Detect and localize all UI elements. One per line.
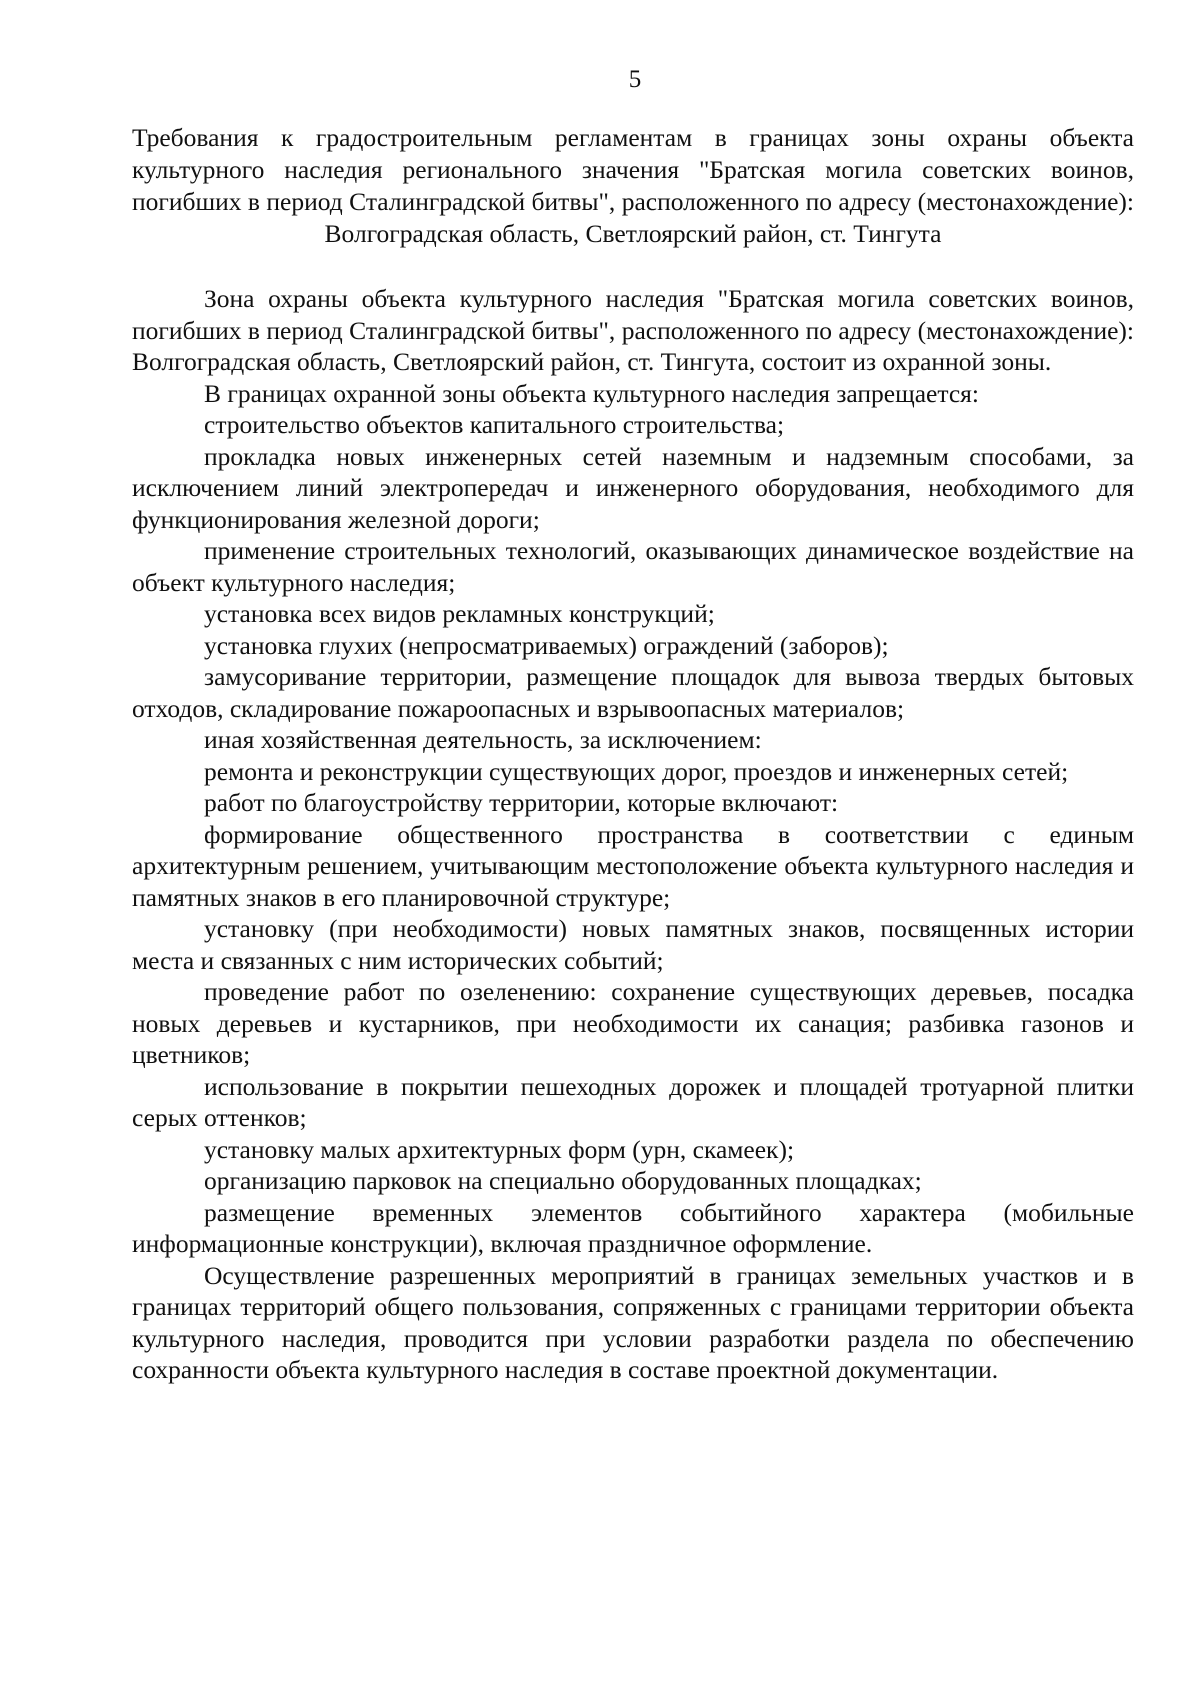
- paragraph: организацию парковок на специально оборудованных площадках;: [204, 1166, 922, 1195]
- paragraph: иная хозяйственная деятельность, за исключением:: [204, 725, 762, 754]
- paragraph: Зона охраны объекта культурного наследия "Братская могила советских воинов, погибших в период Сталинградской битвы", расположенного по адресу (местонахождение): Волгоградская область, Светлоярский район, ст. Тингута, состоит из охранной зоны.: [132, 284, 1134, 376]
- paragraph: установка всех видов рекламных конструкций;: [204, 599, 715, 628]
- paragraph: размещение временных элементов событийного характера (мобильные информационные конструкции), включая праздничное оформление.: [132, 1197, 1134, 1258]
- paragraph: замусоривание территории, размещение площадок для вывоза твердых бытовых отходов, складирование пожароопасных и взрывоопасных материалов;: [132, 662, 1134, 723]
- paragraph: формирование общественного пространства в соответствии с единым архитектурным решением, учитывающим местоположение объекта культурного наследия и памятных знаков в его планировочной структуре;: [132, 819, 1134, 912]
- paragraph: установку (при необходимости) новых памятных знаков, посвященных истории места и связанных с ним исторических событий;: [132, 914, 1134, 975]
- paragraph: установка глухих (непросматриваемых) ограждений (заборов);: [204, 630, 889, 660]
- paragraph: строительство объектов капитального строительства;: [204, 410, 785, 439]
- paragraph: В границах охранной зоны объекта культурного наследия запрещается:: [204, 378, 979, 408]
- paragraph: ремонта и реконструкции существующих дорог, проездов и инженерных сетей;: [204, 756, 1069, 786]
- paragraph: Осуществление разрешенных мероприятий в границах земельных участков и в границах территорий общего пользования, сопряженных с границами территории объекта культурного наследия, проводится при условии разработки раздела по обеспечению сохранности объекта культурного наследия в составе проектной документации.: [132, 1260, 1134, 1384]
- paragraph: прокладка новых инженерных сетей наземным и надземным способами, за исключением линий электропередач и инженерного оборудования, необходимого для функционирования железной дороги;: [132, 441, 1134, 534]
- document-title: Требования к градостроительным регламентам в границах зоны охраны объекта культурного наследия регионального значения "Братская могила советских воинов, погибших в период Сталинградской битвы", расположенного по адресу (местонахождение): Волгоградская область, Светлоярский район, ст. Тингута: [132, 123, 1134, 248]
- paragraph: установку малых архитектурных форм (урн, скамеек);: [204, 1134, 795, 1164]
- paragraph: работ по благоустройству территории, которые включают:: [204, 788, 839, 817]
- paragraph: применение строительных технологий, оказывающих динамическое воздействие на объект культурного наследия;: [132, 536, 1134, 597]
- paragraph: проведение работ по озеленению: сохранение существующих деревьев, посадка новых деревьев и кустарников, при необходимости их санация; разбивка газонов и цветников;: [132, 977, 1134, 1069]
- document-body: [132, 283, 1134, 1386]
- page-number: 5: [628, 66, 642, 93]
- paragraph: использование в покрытии пешеходных дорожек и площадей тротуарной плитки серых оттенков;: [132, 1071, 1134, 1132]
